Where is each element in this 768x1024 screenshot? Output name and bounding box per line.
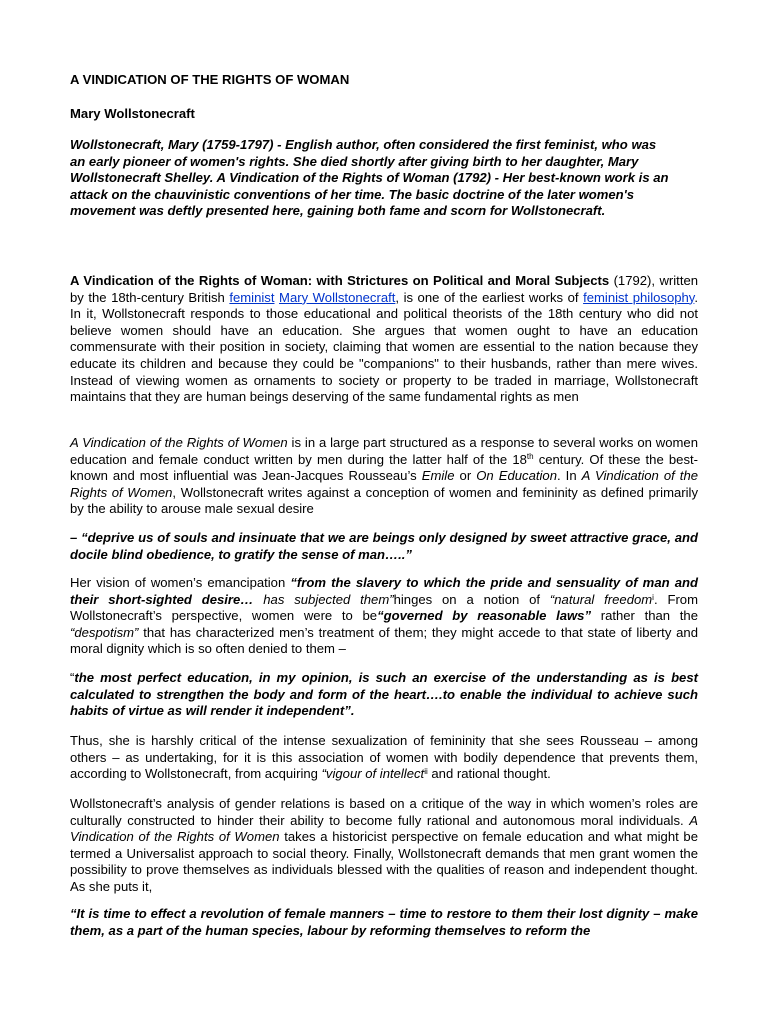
paragraph-emancipation: Her vision of women’s emancipation “from the slavery to which the pride and sensuality of man and their short-sighted desire… has subjected them”hinges on a notion of “natural freedom$^i$. From Wollstonecraft’s perspective, women were to be“governed by reasonable laws” rather than the “despotism” that has characterized men’s treatment of them; they might accede to that state of liberty and moral dignity which is so often denied to them – [70, 575, 698, 657]
quote-deprive-us-of-souls: – “deprive us of souls and insinuate that we are beings only designed by sweet attractive grace, and docile blind obedience, to gratify the sense of man…..” [70, 530, 698, 562]
link-feminist-philosophy[interactable]: feminist philosophy [583, 289, 695, 305]
quote-perfect-education: “the most perfect education, in my opinion, is such an exercise of the understanding as is best calculated to strengthen the body and form of the heart….to enable the individual to achieve such habits of virtue as will render it independent”. [70, 670, 698, 719]
endnote-marker: ii [424, 767, 428, 777]
document-title: A VINDICATION OF THE RIGHTS OF WOMAN [70, 72, 350, 87]
paragraph-critique-of-rousseau: Thus, she is harshly critical of the intense sexualization of femininity that she sees Rousseau – among others – as undertaking, for it is this association of women with bodily dependence that prevents them, according to Wollstonecraft, from acquiring “vigour of intellect$^{ii}$ and rational thought. [70, 733, 698, 782]
paragraph-response-to-rousseau: A Vindication of the Rights of Women is in a large part structured as a response to several works on women education and female conduct written by men during the latter half of the 18th century. Of these the best-known and most influential was Jean-Jacques Rousseau’s Emile or On Education. In A Vindication of the Rights of Women, Wollstonecraft writes against a conception of women and femininity as defined primarily by the ability to arouse male sexual desire [70, 435, 699, 517]
author-biography: Wollstonecraft, Mary (1759-1797) - English author, often considered the first feminist, who was an early pioneer of women's rights. She died shortly after giving birth to her daughter, Mary Wollstonecraft Shelley. A Vindication of the Rights of Woman (1792) - Her best-known work is an attack on the chauvinistic conventions of her time. The basic doctrine of the later women's movement was deftly presented here, gaining both fame and scorn for Wollstonecraft. [70, 137, 669, 219]
paragraph-gender-relations: Wollstonecraft’s analysis of gender relations is based on a critique of the way in which women’s roles are culturally constructed to hinder their ability to become fully rational and autonomous moral individuals. A Vindication of the Rights of Women takes a historicist perspective on female education and what might be termed a Universalist approach to social theory. Finally, Wollstonecraft demands that men grant women the possibility to prove themselves as individuals blessed with the qualities of reason and independent thought. As she puts it, [70, 796, 698, 894]
paragraph-introduction: A Vindication of the Rights of Woman: with Strictures on Political and Moral Subjects (1792), written by the 18th-century British feminist Mary Wollstonecraft, is one of the earliest works of feminist philosophy. In it, Wollstonecraft responds to those educational and political theorists of the 18th century who did not believe women should have an education. She argues that women ought to have an education commensurate with their position in society, claiming that women are essential to the nation because they educate its children and because they could be "companions" to their husbands, rather than mere wives. Instead of viewing women as ornaments to society or property to be traded in marriage, Wollstonecraft maintains that they are human beings deserving of the same fundamental rights as men [70, 273, 699, 405]
author-name: Mary Wollstonecraft [70, 106, 195, 121]
endnote-marker: i [652, 592, 654, 602]
link-feminist[interactable]: feminist [229, 289, 275, 305]
quote-revolution-of-manners: “It is time to effect a revolution of female manners – time to restore to them their lost dignity – make them, as a part of the human species, labour by reforming themselves to reform the [70, 906, 698, 938]
work-title: A Vindication of the Rights of Woman: with Strictures on Political and Moral Subjects [70, 273, 610, 288]
link-mary-wollstonecraft[interactable]: Mary Wollstonecraft [279, 289, 396, 305]
